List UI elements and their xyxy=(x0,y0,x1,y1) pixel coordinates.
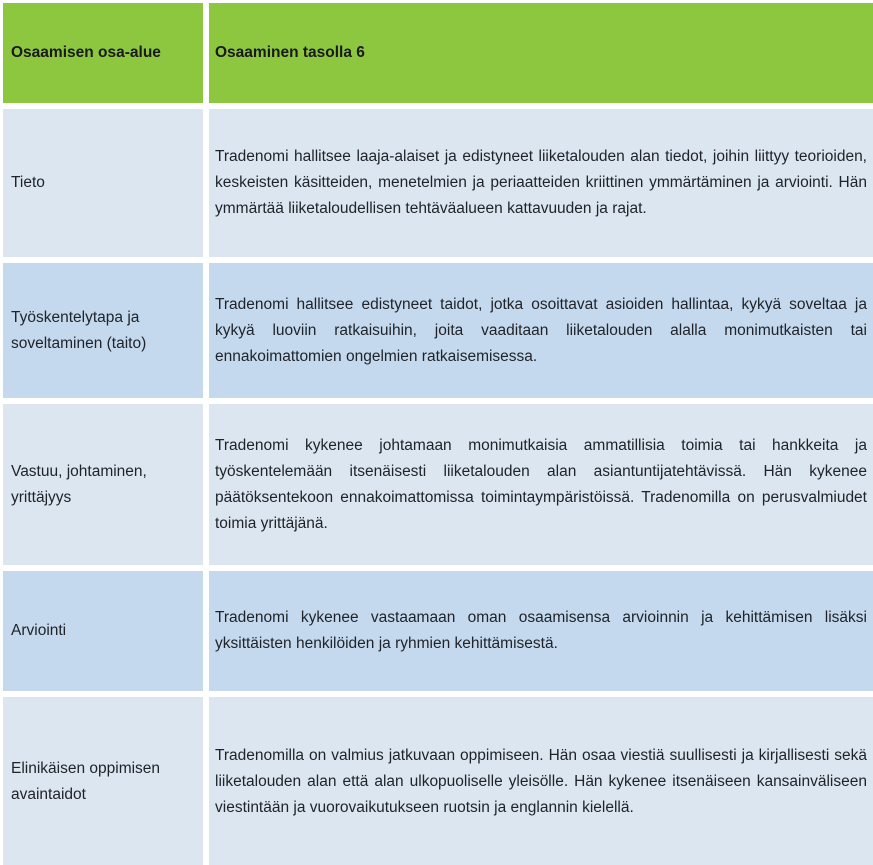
competence-table xyxy=(3,3,873,865)
description-text: Tradenomi kykenee johtamaan monimutkaisia ammatillisia toimia tai hankkeita ja työskentelemään itsenäisesti liiketalouden alan asiantuntijatehtävissä. Hän kykenee päätöksentekoon ennakoimattomissa toimintaympäristöissä. Tradenomilla on perusvalmiudet toimia yrittäjänä. xyxy=(215,436,867,532)
header-cell-competence-area xyxy=(3,3,203,103)
description-cell-vastuu xyxy=(209,404,873,565)
description-cell-elinikainen xyxy=(209,697,873,865)
description-text: Tradenomi hallitsee laaja-alaiset ja edistyneet liiketalouden alan tiedot, joihin liittyy teorioiden, keskeisten käsitteiden, menetelmien ja periaatteiden kriittinen ymmärtäminen ja arviointi. Hän ymmärtää liiketaloudellisen tehtäväalueen kattavuuden ja rajat. xyxy=(215,148,867,217)
area-cell-elinikainen xyxy=(3,697,203,865)
header-cell-level-6 xyxy=(209,3,873,103)
area-label: Tieto xyxy=(11,174,45,191)
area-cell-tyoskentelytapa xyxy=(3,263,203,398)
area-cell-tieto xyxy=(3,109,203,257)
area-cell-vastuu xyxy=(3,404,203,565)
description-cell-tyoskentelytapa xyxy=(209,263,873,398)
area-label: Vastuu, johtaminen, yrittäjyys xyxy=(11,462,147,506)
description-text: Tradenomi hallitsee edistyneet taidot, jotka osoittavat asioiden hallintaa, kykyä soveltaa ja kykyä luoviin ratkaisuihin, joita vaaditaan liiketalouden alalla monimutkaisten tai ennakoimattomien ongelmien ratkaisemisessa. xyxy=(215,295,867,365)
area-label: Elinikäisen oppimisen avaintaidot xyxy=(11,759,161,803)
area-cell-arviointi xyxy=(3,571,203,691)
area-label: Työskentelytapa ja soveltaminen (taito) xyxy=(11,308,147,352)
description-cell-tieto xyxy=(209,109,873,257)
header-label-level-6: Osaaminen tasolla 6 xyxy=(215,44,365,61)
description-text: Tradenomilla on valmius jatkuvaan oppimiseen. Hän osaa viestiä suullisesti ja kirjallisesti sekä liiketalouden alan että alan ulkopuoliselle yleisölle. Hän kykenee itsenäiseen kansainväliseen viestintään ja vuorovaikutukseen ruotsin ja englannin kielellä. xyxy=(215,746,867,816)
area-label: Arviointi xyxy=(11,622,67,639)
description-cell-arviointi xyxy=(209,571,873,691)
header-label-competence-area: Osaamisen osa-alue xyxy=(11,44,161,61)
description-text: Tradenomi kykenee vastaamaan oman osaamisensa arvioinnin ja kehittämisen lisäksi yksittäisten henkilöiden ja ryhmien kehittämisestä. xyxy=(215,609,867,652)
